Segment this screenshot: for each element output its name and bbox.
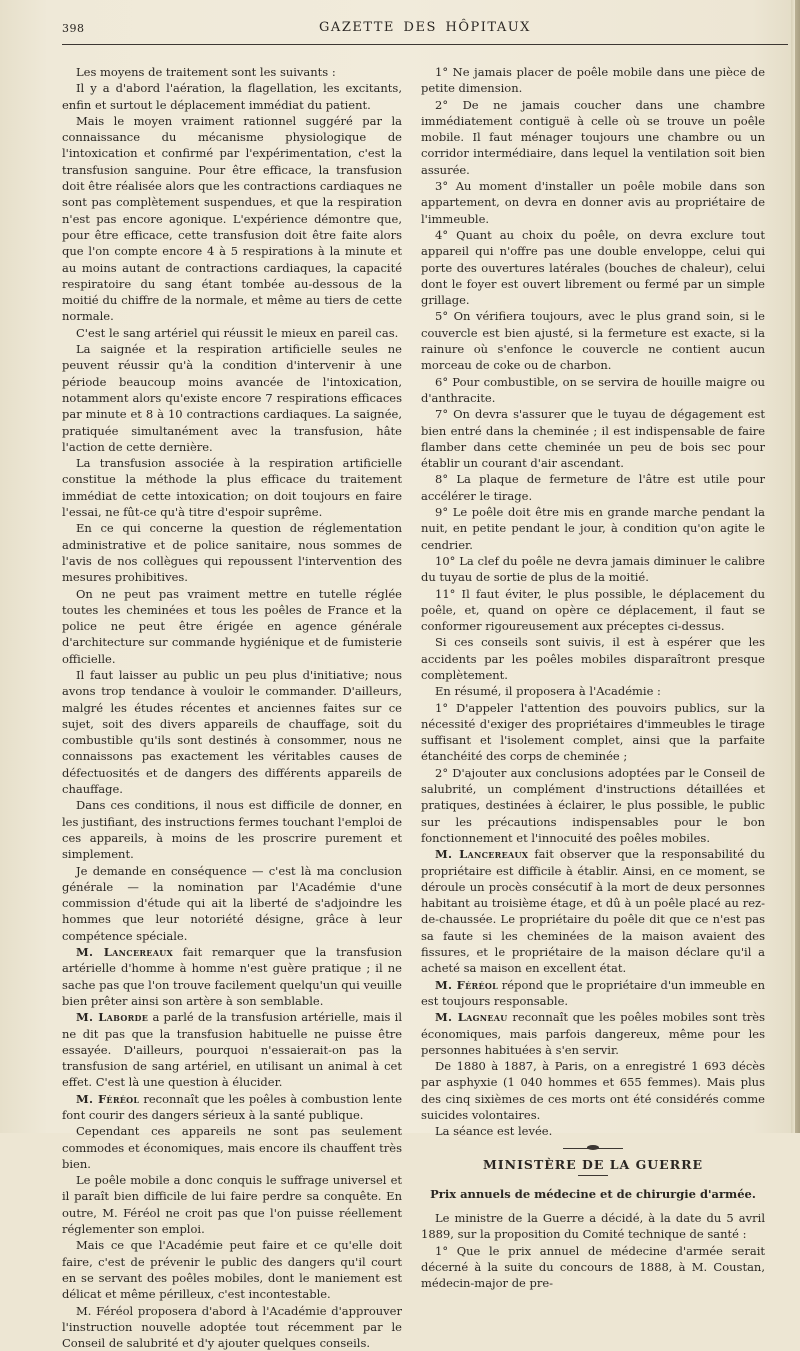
spine-highlight (791, 0, 795, 1133)
book-spine-edge (791, 0, 800, 1133)
paragraph: Il faut laisser au public un peu plus d'initiative; nous avons trop tendance à vouloir le commander. D'ailleurs, malgré les études récentes et anciennes faites sur ce sujet, soit des divers appareils de chauffage, soit du combustible qu'ils sont destinés à consommer, nous ne connaissons pas exactement les véritables causes de défectuosités et de dangers des différents appareils de chauffage. (62, 667, 402, 797)
paragraph: La séance est levée. (435, 1124, 553, 1139)
paragraph: M. Féréol proposera d'abord à l'Académie d'approuver l'instruction nouvelle adoptée tout récemment par le Conseil de salubrité et d'y ajouter quelques conseils. (62, 1303, 402, 1351)
speaker-text: a parlé de la transfusion artérielle, mais il ne dit pas que la transfusion habituelle ne puisse être essayée. D'ailleurs, pourquoi n'essaierait-on pas la transfusion de sang artériel, en utilisant un animal à cet effet. C'est là une question à élucider. (62, 1010, 403, 1090)
paragraph: La transfusion associée à la respiration artificielle constitue la méthode la plus efficace du traitement immédiat de cette intoxication; on doit toujours en faire l'essai, ne fût-ce qu'à titre d'espoir suprême. (62, 456, 402, 520)
section-title-rule (578, 1175, 608, 1176)
speaker-paragraph (62, 1091, 402, 1124)
rule-item: 10° La clef du poêle ne devra jamais diminuer le calibre du tuyau de sortie de plus de la moitié. (421, 553, 765, 585)
paragraph: Si ces conseils sont suivis, il est à espérer que les accidents par les poêles mobiles disparaîtront presque complètement. (421, 635, 765, 682)
speaker-paragraph (62, 1009, 402, 1090)
left-column (62, 64, 402, 1351)
right-column (421, 64, 765, 1292)
paragraph: Il y a d'abord l'aération, la flagellation, les excitants, enfin et surtout le déplacement immédiat du patient. (62, 81, 402, 112)
rule-item: 11° Il faut éviter, le plus possible, le déplacement du poêle, et, quand on opère ce déplacement, il faut se conformer rigoureusement aux préceptes ci-dessus. (421, 586, 765, 634)
paragraph: C'est le sang artériel qui réussit le mieux en pareil cas. (76, 325, 399, 340)
header-rule (62, 44, 788, 45)
rule-item: 6° Pour combustible, on se servira de houille maigre ou d'anthracite. (421, 374, 765, 405)
page-header (62, 20, 788, 42)
speaker-text: répond que le propriétaire d'un immeuble en est toujours responsable. (421, 977, 766, 1008)
speaker-text: fait remarquer que la transfusion artérielle d'homme à homme n'est guère pratique ; il ne sache pas que l'on trouve facilement quelqu'un qui veuille bien prêter ainsi son artère à son semblable. (62, 945, 402, 1008)
paragraph: Je demande en conséquence — c'est là ma conclusion générale — la nomination par l'Académie d'une commission d'étude qui ait la liberté de s'adjoindre les hommes que leur notoriété désigne, grâce à leur compétence spéciale. (62, 863, 402, 943)
speaker-text: reconnaît que les poêles à combustion lente font courir des dangers sérieux à la santé publique. (62, 1091, 402, 1122)
speaker-text: reconnaît que les poêles mobiles sont très économiques, mais parfois dangereux, même pour les personnes habituées à s'en servir. (421, 1010, 765, 1057)
page-number: 398 (62, 22, 85, 35)
section-divider (563, 1148, 623, 1149)
speaker-name: M. Lagneau (435, 1010, 508, 1025)
speaker-name: M. Féréol (76, 1091, 140, 1106)
paragraph: Cependant ces appareils ne sont pas seulement commodes et économiques, mais encore ils chauffent très bien. (62, 1124, 402, 1171)
speaker-paragraph (421, 977, 765, 1010)
rule-item: 5° On vérifiera toujours, avec le plus grand soin, si le couvercle est bien ajusté, si la fermeture est exacte, si la rainure où s'enfonce le couvercle ne contient aucun morceau de coke ou de charbon. (421, 309, 765, 373)
speaker-text: fait observer que la responsabilité du propriétaire est difficile à établir. Ainsi, en ce moment, se déroule un procès consécutif à la mort de deux personnes habitant au troisième étage, et dû à un poêle placé au rez-de-chaussée. Le propriétaire du poêle dit que ce n'est pas sa faute si les cheminées de la maison avaient des fissures, et le propriétaire de la maison déclare qu'il a acheté sa maison en excellent état. (421, 847, 765, 976)
paragraph: Le ministre de la Guerre a décidé, à la date du 5 avril 1889, sur la proposition du Comité technique de santé : (421, 1211, 765, 1242)
paragraph: 1° Que le prix annuel de médecine d'armée serait décerné à la suite du concours de 1888, à M. Coustan, médecin-major de pre- (421, 1243, 765, 1291)
speaker-paragraph (62, 944, 402, 1009)
paragraph: De 1880 à 1887, à Paris, on a enregistré 1 693 décès par asphyxie (1 040 hommes et 655 femmes). Mais plus des cinq sixièmes de ces morts ont été considérés comme suicides volontaires. (421, 1059, 765, 1122)
paragraph: Le poêle mobile a donc conquis le suffrage universel et il paraît bien difficile de lui faire perdre sa conquête. En outre, M. Féréol ne croit pas que l'on puisse réellement réglementer son emploi. (62, 1173, 402, 1237)
speaker-name: M. Lancereaux (76, 945, 173, 960)
rule-item: 3° Au moment d'installer un poêle mobile dans son appartement, on devra en donner avis au propriétaire de l'immeuble. (421, 179, 765, 226)
speaker-name: M. Laborde (76, 1010, 149, 1025)
paragraph: La saignée et la respiration artificielle seules ne peuvent réussir qu'à la condition d'intervenir à une période beaucoup moins avancée de l'intoxication, notamment alors qu'existe encore 7 respirations efficaces par minute et 8 à 10 contractions cardiaques. La saignée, pratiquée simultanément avec la transfusion, hâte l'action de cette dernière. (62, 342, 402, 454)
rule-item: 9° Le poêle doit être mis en grande marche pendant la nuit, en petite pendant le jour, à condition qu'on agite le cendrier. (421, 505, 765, 552)
paragraph: Mais le moyen vraiment rationnel suggéré par la connaissance du mécanisme physiologique de l'intoxication et confirmé par l'expérimentation, c'est la transfusion sanguine. Pour être efficace, la transfusion doit être réalisée alors que les contractions cardiaques ne sont pas complètement suspendues, et que la respiration n'est pas encore agonique. L'expérience démontre que, pour être efficace, cette transfusion doit être faite alors que l'on compte encore 4 à 5 respirations à la minute et au moins autant de contractions cardiaques, la capacité respiratoire du sang étant tombée au-dessous de la moitié du chiffre de la normale, et même au tiers de cette normale. (62, 113, 402, 324)
section-title: MINISTÈRE DE LA GUERRE (482, 1156, 704, 1172)
speaker-name: M. Lancereaux (435, 847, 529, 862)
rule-item: 7° On devra s'assurer que le tuyau de dégagement est bien entré dans la cheminée ; il est indispensable de faire flamber dans cette cheminée un peu de bois sec pour établir un courant d'air ascendant. (421, 407, 765, 471)
rule-item: 2° De ne jamais coucher dans une chambre immédiatement contiguë à celle où se trouve un poêle mobile. Il faut ménager toujours une chambre ou un corridor intermédiaire, dans lequel la ventilation soit bien assurée. (421, 97, 765, 177)
speaker-name: M. Féréol (435, 977, 499, 992)
paragraph: Dans ces conditions, il nous est difficile de donner, en les justifiant, des instructions fermes touchant l'emploi de ces appareils, à moins de les proscrire purement et simplement. (62, 798, 402, 862)
rule-item: 4° Quant au choix du poêle, on devra exclure tout appareil qui n'offre pas une double enveloppe, celui qui porte des ouvertures latérales (bouches de chaleur), celui dont le foyer est ouvert librement ou fermé par un simple grillage. (421, 227, 765, 308)
paragraph: Les moyens de traitement sont les suivants : (76, 65, 336, 79)
paragraph: 1° D'appeler l'attention des pouvoirs publics, sur la nécessité d'exiger des propriétaires d'immeubles le tirage suffisant et l'isolement complet, ainsi que la parfaite étanchéité des corps de cheminée ; (421, 700, 765, 764)
speaker-paragraph (421, 1009, 765, 1058)
rule-item: 8° La plaque de fermeture de l'âtre est utile pour accélérer le tirage. (421, 472, 765, 503)
rule-item: 1° Ne jamais placer de poêle mobile dans une pièce de petite dimension. (421, 65, 765, 96)
paragraph: Mais ce que l'Académie peut faire et ce qu'elle doit faire, c'est de prévenir le public des dangers qu'il court en se servant des poêles mobiles, dont le maniement est délicat et même périlleux, c'est incontestable. (62, 1238, 402, 1302)
paragraph: 2° D'ajouter aux conclusions adoptées par le Conseil de salubrité, un complément d'instructions détaillées et pratiques, destinées à éclairer, le plus possible, le public sur les précautions indispensables pour le bon fonctionnement et l'innocuité des poêles mobiles. (421, 765, 765, 845)
paragraph: On ne peut pas vraiment mettre en tutelle réglée toutes les cheminées et tous les poêles de France et la police ne peut être érigée en agence générale d'architecture sur commande hygiénique et de fumisterie officielle. (62, 586, 402, 666)
paragraph: En résumé, il proposera à l'Académie : (435, 684, 661, 699)
paragraph: En ce qui concerne la question de réglementation administrative et de police sanitaire, nous sommes de l'avis de nos collègues qui repoussent l'intervention des mesures prohibitives. (62, 521, 402, 585)
running-title: GAZETTE DES HÔPITAUX (319, 20, 531, 35)
article-title: Prix annuels de médecine et de chirurgie d'armée. (430, 1186, 756, 1201)
speaker-paragraph (421, 846, 765, 976)
